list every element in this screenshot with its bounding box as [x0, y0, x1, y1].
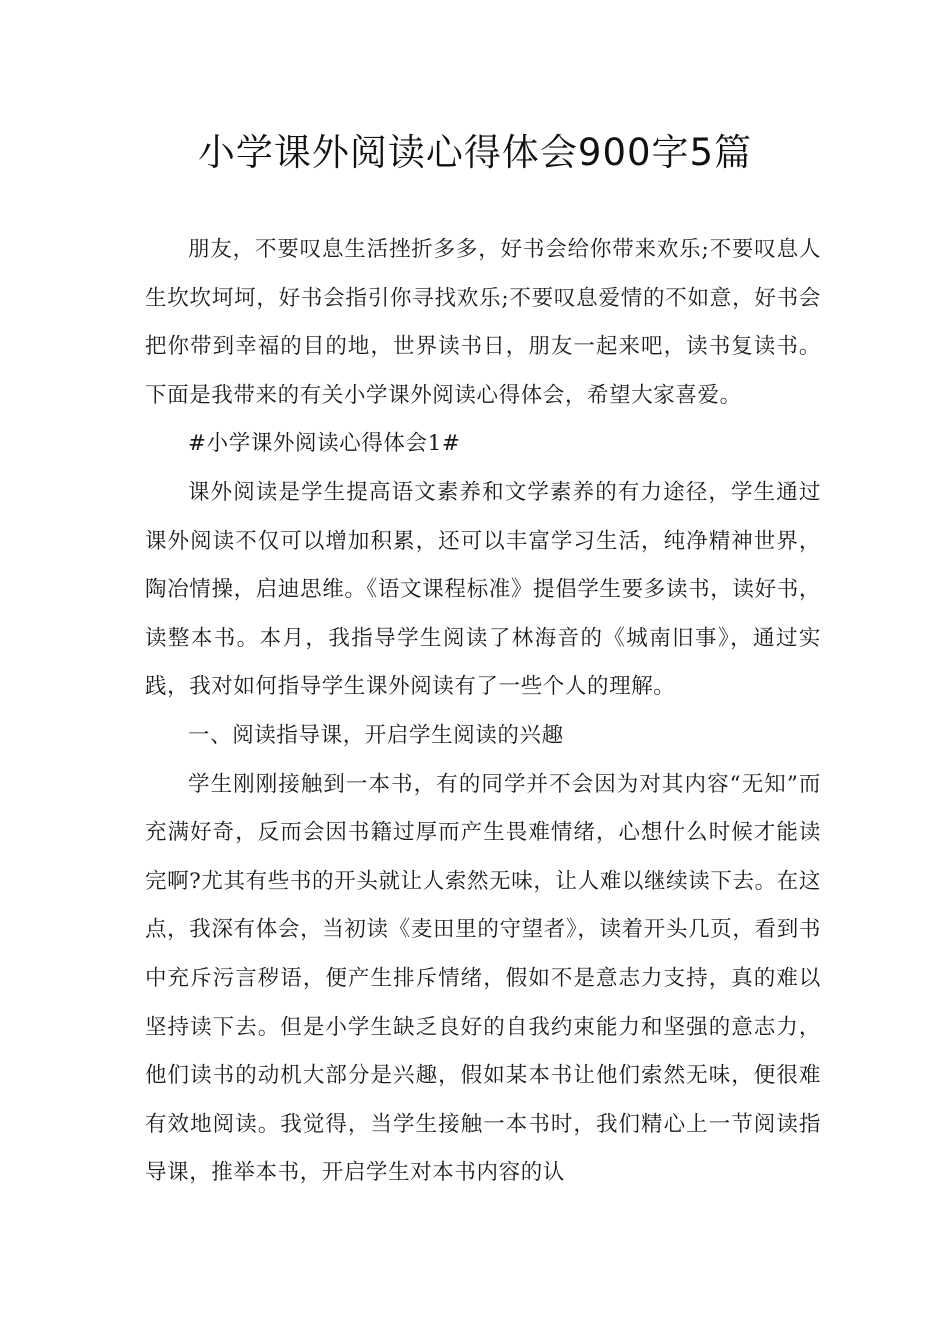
paragraph-intro: 朋友，不要叹息生活挫折多多，好书会给你带来欢乐;不要叹息人生坎坎坷坷，好书会指引你寻找欢乐;不要叹息爱情的不如意，好书会把你带到幸福的目的地，世界读书日，朋友一起来吧，读书复读书。下面是我带来的有关小学课外阅读心得体会，希望大家喜爱。 [145, 237, 821, 408]
document-title: 小学课外阅读心得体会900字5篇 [197, 131, 753, 174]
document-body [145, 226, 821, 1198]
paragraph-2: 学生刚刚接触到一本书，有的同学并不会因为对其内容“无知”而充满好奇，反而会因书籍过厚而产生畏难情绪，心想什么时候才能读完啊?尤其有些书的开头就让人索然无味，让人难以继续读下去。在这点，我深有体会，当初读《麦田里的守望者》，读着开头几页，看到书中充斥污言秽语，便产生排斥情绪，假如不是意志力支持，真的难以坚持读下去。但是小学生缺乏良好的自我约束能力和坚强的意志力，他们读书的动机大部分是兴趣，假如某本书让他们索然无味，便很难有效地阅读。我觉得，当学生接触一本书时，我们精心上一节阅读指导课，推举本书，开启学生对本书内容的认 [145, 771, 821, 1186]
subheading-1: 一、阅读指导课，开启学生阅读的兴趣 [188, 722, 564, 748]
paragraph-1: 课外阅读是学生提高语文素养和文学素养的有力途径，学生通过课外阅读不仅可以增加积累，还可以丰富学习生活，纯净精神世界，陶冶情操，启迪思维。《语文课程标准》提倡学生要多读书，读好书，读整本书。本月，我指导学生阅读了林海音的《城南旧事》，通过实践，我对如何指导学生课外阅读有了一些个人的理解。 [145, 479, 821, 700]
section-heading-1: #小学课外阅读心得体会1# [188, 431, 461, 457]
